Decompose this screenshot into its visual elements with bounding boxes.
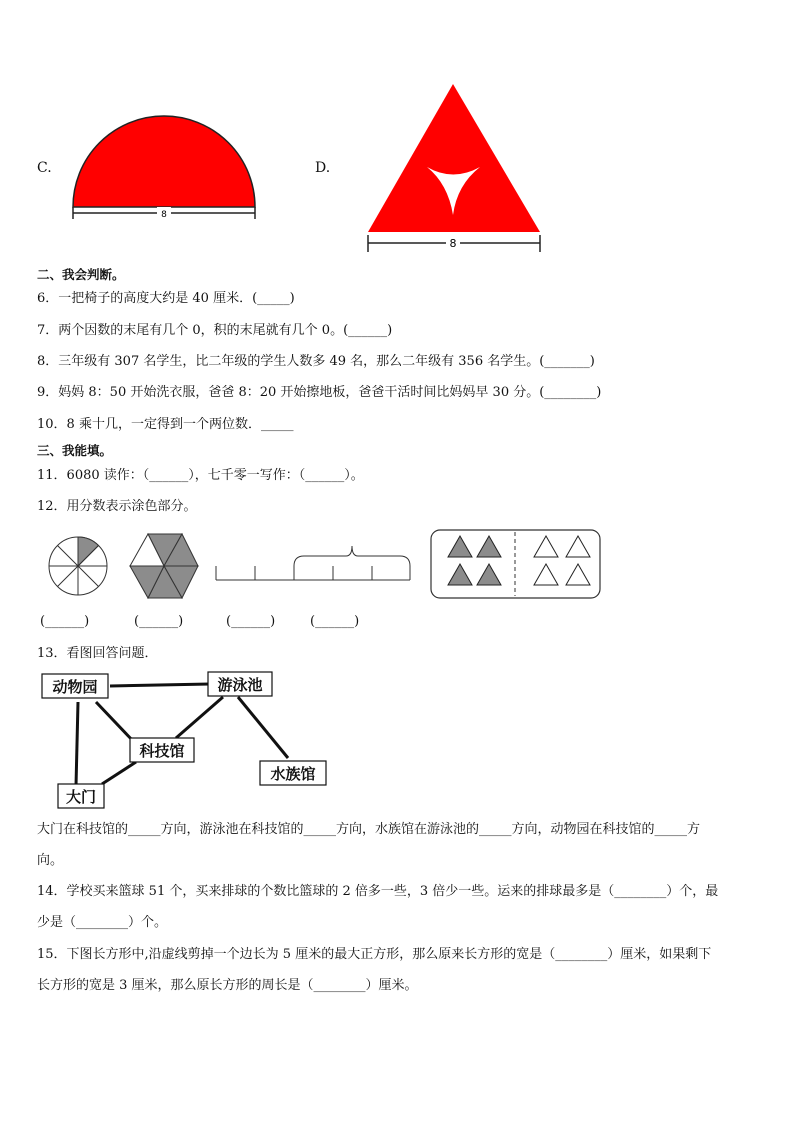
- segment-fraction-figure: [216, 546, 410, 580]
- option-d-label: D.: [315, 160, 331, 176]
- semicircle-dim: 8: [161, 210, 167, 220]
- hexagon-fraction-figure: [130, 534, 198, 598]
- q12-blank-2: (______): [134, 614, 184, 629]
- map-gate-label: 大门: [65, 788, 97, 806]
- map-figure: [38, 666, 338, 812]
- circle-fraction-figure: [49, 537, 107, 595]
- question-8: 8．三年级有 307 名学生，比二年级的学生人数多 49 名，那么二年级有 356 名学生。(_______): [37, 354, 595, 369]
- question-12: 12．用分数表示涂色部分。: [37, 499, 197, 514]
- semicircle-figure: [65, 110, 265, 225]
- option-c-label: C.: [37, 160, 52, 176]
- question-15-text-2: 长方形的宽是 3 厘米，那么原长方形的周长是（________）厘米。: [37, 978, 418, 993]
- question-9: 9．妈妈 8：50 开始洗衣服，爸爸 8：20 开始擦地板，爸爸干活时间比妈妈早 30 分。(________): [37, 385, 602, 400]
- map-aquarium-label: 水族馆: [270, 765, 316, 783]
- section2-heading: 二、我会判断。: [37, 267, 125, 282]
- q12-blank-3: (______): [226, 614, 276, 629]
- triangle-shape: [368, 84, 540, 232]
- question-13-text-1: 大门在科技馆的_____方向，游泳池在科技馆的_____方向，水族馆在游泳池的_____方向，动物园在科技馆的_____方: [37, 822, 701, 837]
- section3-heading: 三、我能填。: [37, 443, 113, 458]
- question-11: 11．6080 读作：（______），七千零一写作：（______）。: [37, 468, 364, 483]
- question-6: 6．一把椅子的高度大约是 40 厘米．(_____): [37, 291, 295, 306]
- question-13-text-2: 向。: [37, 853, 64, 868]
- question-13: 13．看图回答问题．: [37, 646, 158, 661]
- question-14-text-1: 14．学校买来篮球 51 个，买来排球的个数比篮球的 2 倍多一些，3 倍少一些。运来的排球最多是（________）个，最: [37, 884, 719, 899]
- triangle-figure: [360, 80, 550, 258]
- triangles-fraction-figure: [431, 530, 600, 598]
- question-10: 10．8 乘十几，一定得到一个两位数．_____: [37, 417, 294, 432]
- fraction-figures: [40, 528, 610, 604]
- question-15-text-1: 15．下图长方形中,沿虚线剪掉一个边长为 5 厘米的最大正方形，那么原来长方形的宽是（________）厘米，如果剩下: [37, 947, 712, 962]
- q12-blank-1: (______): [40, 614, 90, 629]
- triangle-dim: 8: [449, 237, 457, 250]
- question-14-text-2: 少是（________）个。: [37, 915, 168, 930]
- semicircle-shape: [73, 116, 255, 207]
- question-7: 7．两个因数的末尾有几个 0，积的末尾就有几个 0。(______): [37, 323, 393, 338]
- map-zoo-label: 动物园: [52, 678, 98, 696]
- map-pool-label: 游泳池: [217, 676, 263, 694]
- map-science-label: 科技馆: [139, 742, 185, 760]
- q12-blank-4: (______): [310, 614, 360, 629]
